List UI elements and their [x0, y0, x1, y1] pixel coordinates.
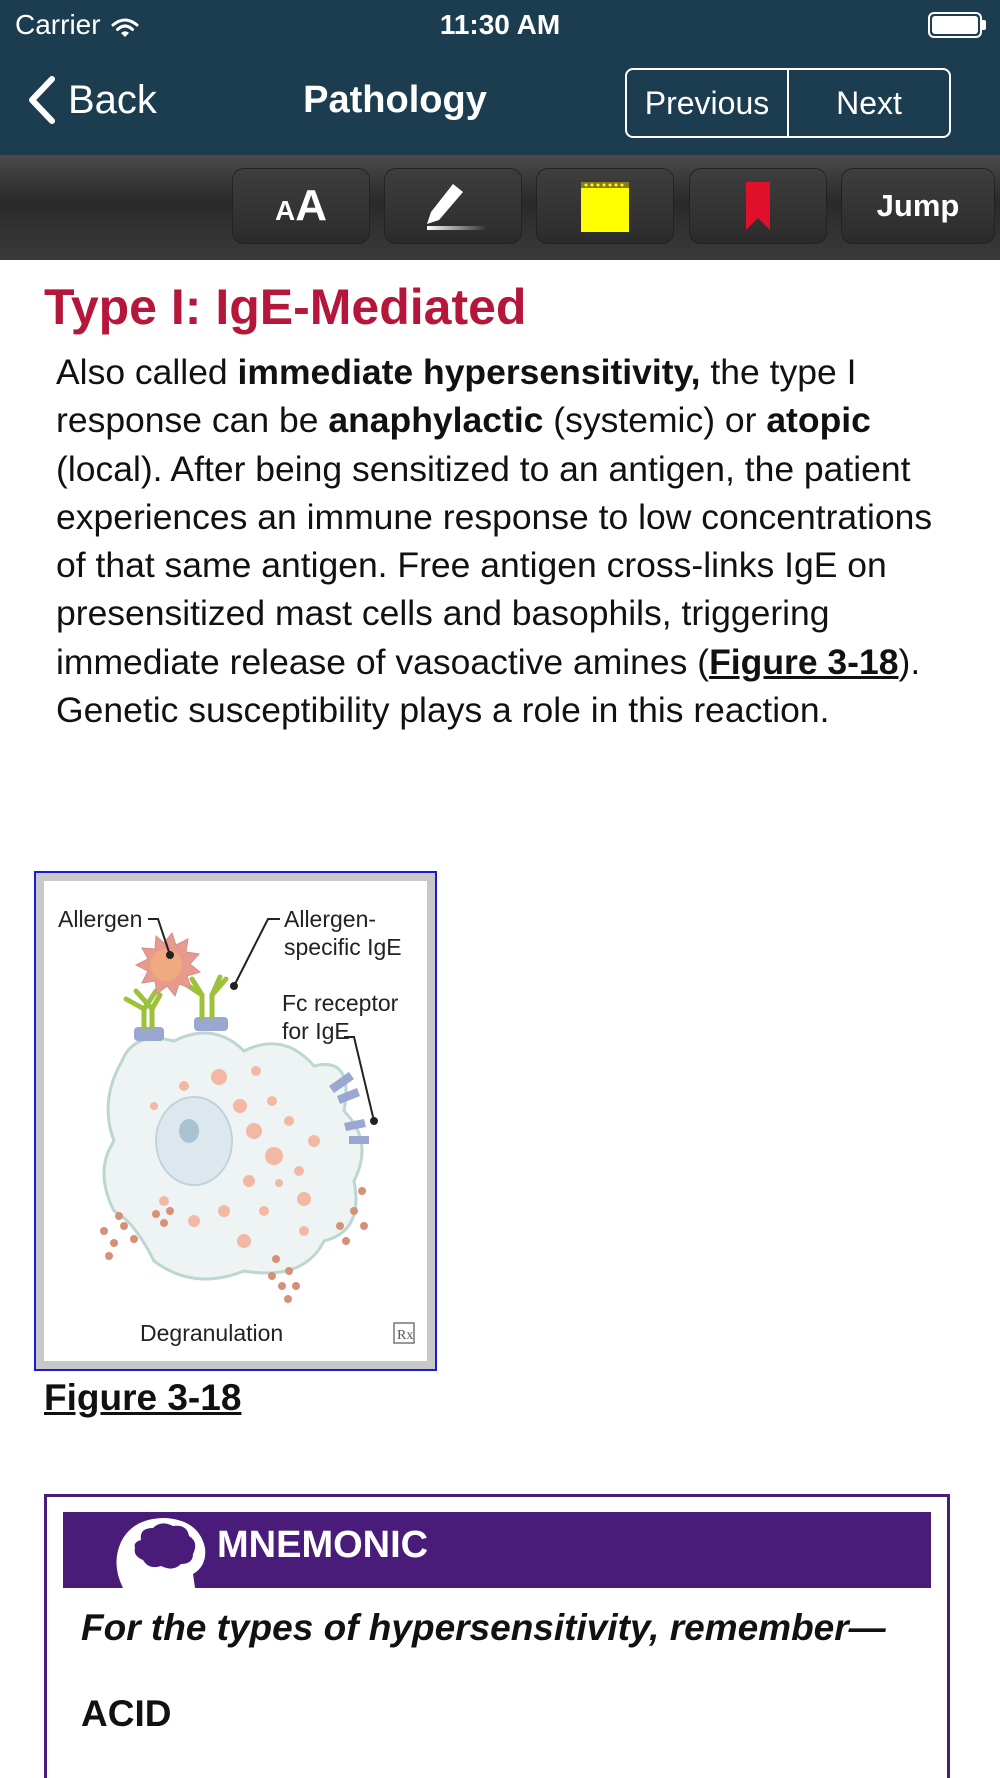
term-atopic: atopic — [766, 400, 871, 441]
brain-head-icon — [103, 1514, 213, 1588]
mnemonic-box — [44, 1494, 950, 1778]
status-bar — [0, 0, 1000, 50]
battery-icon — [928, 12, 986, 38]
figure-link[interactable]: Figure 3-18 — [709, 641, 899, 682]
section-heading: Type I: IgE-Mediated — [44, 279, 527, 335]
label-degranulation: Degranulation — [140, 1320, 284, 1346]
prev-next-segmented-control — [625, 68, 951, 138]
note-pad-icon — [577, 178, 633, 234]
font-size-small-a: A — [274, 195, 296, 226]
mnemonic-acronym: ACID — [81, 1693, 172, 1734]
notes-button[interactable] — [536, 168, 674, 244]
para-text-1: Also called — [56, 352, 238, 392]
bookmark-icon — [738, 178, 778, 234]
next-button[interactable]: Next — [787, 70, 949, 136]
figure-caption-link[interactable]: Figure 3-18 — [44, 1377, 242, 1418]
status-time: 11:30 AM — [439, 9, 561, 40]
mnemonic-prompt: For the types of hypersensitivity, remember— — [81, 1607, 886, 1648]
toolbar — [0, 155, 1000, 260]
para-text-3: (systemic) or — [543, 400, 767, 441]
previous-button[interactable]: Previous — [644, 84, 770, 121]
carrier-label: Carrier — [15, 9, 101, 40]
mast-cell-illustration — [44, 881, 427, 1361]
body-paragraph — [56, 348, 966, 734]
pencil-icon — [413, 176, 493, 236]
back-label: Back — [68, 77, 157, 122]
highlight-button[interactable] — [384, 168, 522, 244]
para-text-5: ). Genetic susceptibility plays a role in this reaction. — [56, 641, 921, 731]
font-size-big-a: A — [295, 181, 327, 230]
bookmark-button[interactable] — [689, 168, 827, 244]
label-allergen-specific-2: specific IgE — [284, 934, 402, 960]
font-size-button[interactable] — [232, 168, 370, 244]
navigation-bar — [0, 55, 1000, 150]
label-allergen: Allergen — [58, 906, 143, 932]
term-anaphylactic: anaphylactic — [328, 400, 544, 441]
top-bar — [0, 0, 1000, 155]
rx-logo: Rx — [397, 1328, 414, 1343]
figure-illustration — [44, 881, 427, 1361]
label-allergen-specific-1: Allergen- — [284, 906, 377, 932]
para-text-2: the type I response can be — [56, 352, 857, 441]
font-size-icon — [275, 181, 327, 231]
term-immediate-hypersensitivity: immediate hypersensitivity, — [237, 352, 701, 392]
mnemonic-title: MNEMONIC — [217, 1524, 429, 1566]
page-title: Pathology — [303, 79, 487, 121]
label-fc-receptor-2: for IgE — [282, 1018, 350, 1044]
para-text-4: (local). After being sensitized to an antigen, the patient experiences an immune response to low concentrations of that same antigen. Free antigen cross-links IgE on presensitized mast cells and basophils, triggering immediate release of vasoactive amines ( — [56, 448, 933, 682]
figure-thumbnail[interactable] — [34, 871, 437, 1371]
label-fc-receptor-1: Fc receptor — [282, 990, 399, 1016]
mnemonic-header — [63, 1512, 931, 1588]
jump-button[interactable]: Jump — [841, 168, 995, 244]
